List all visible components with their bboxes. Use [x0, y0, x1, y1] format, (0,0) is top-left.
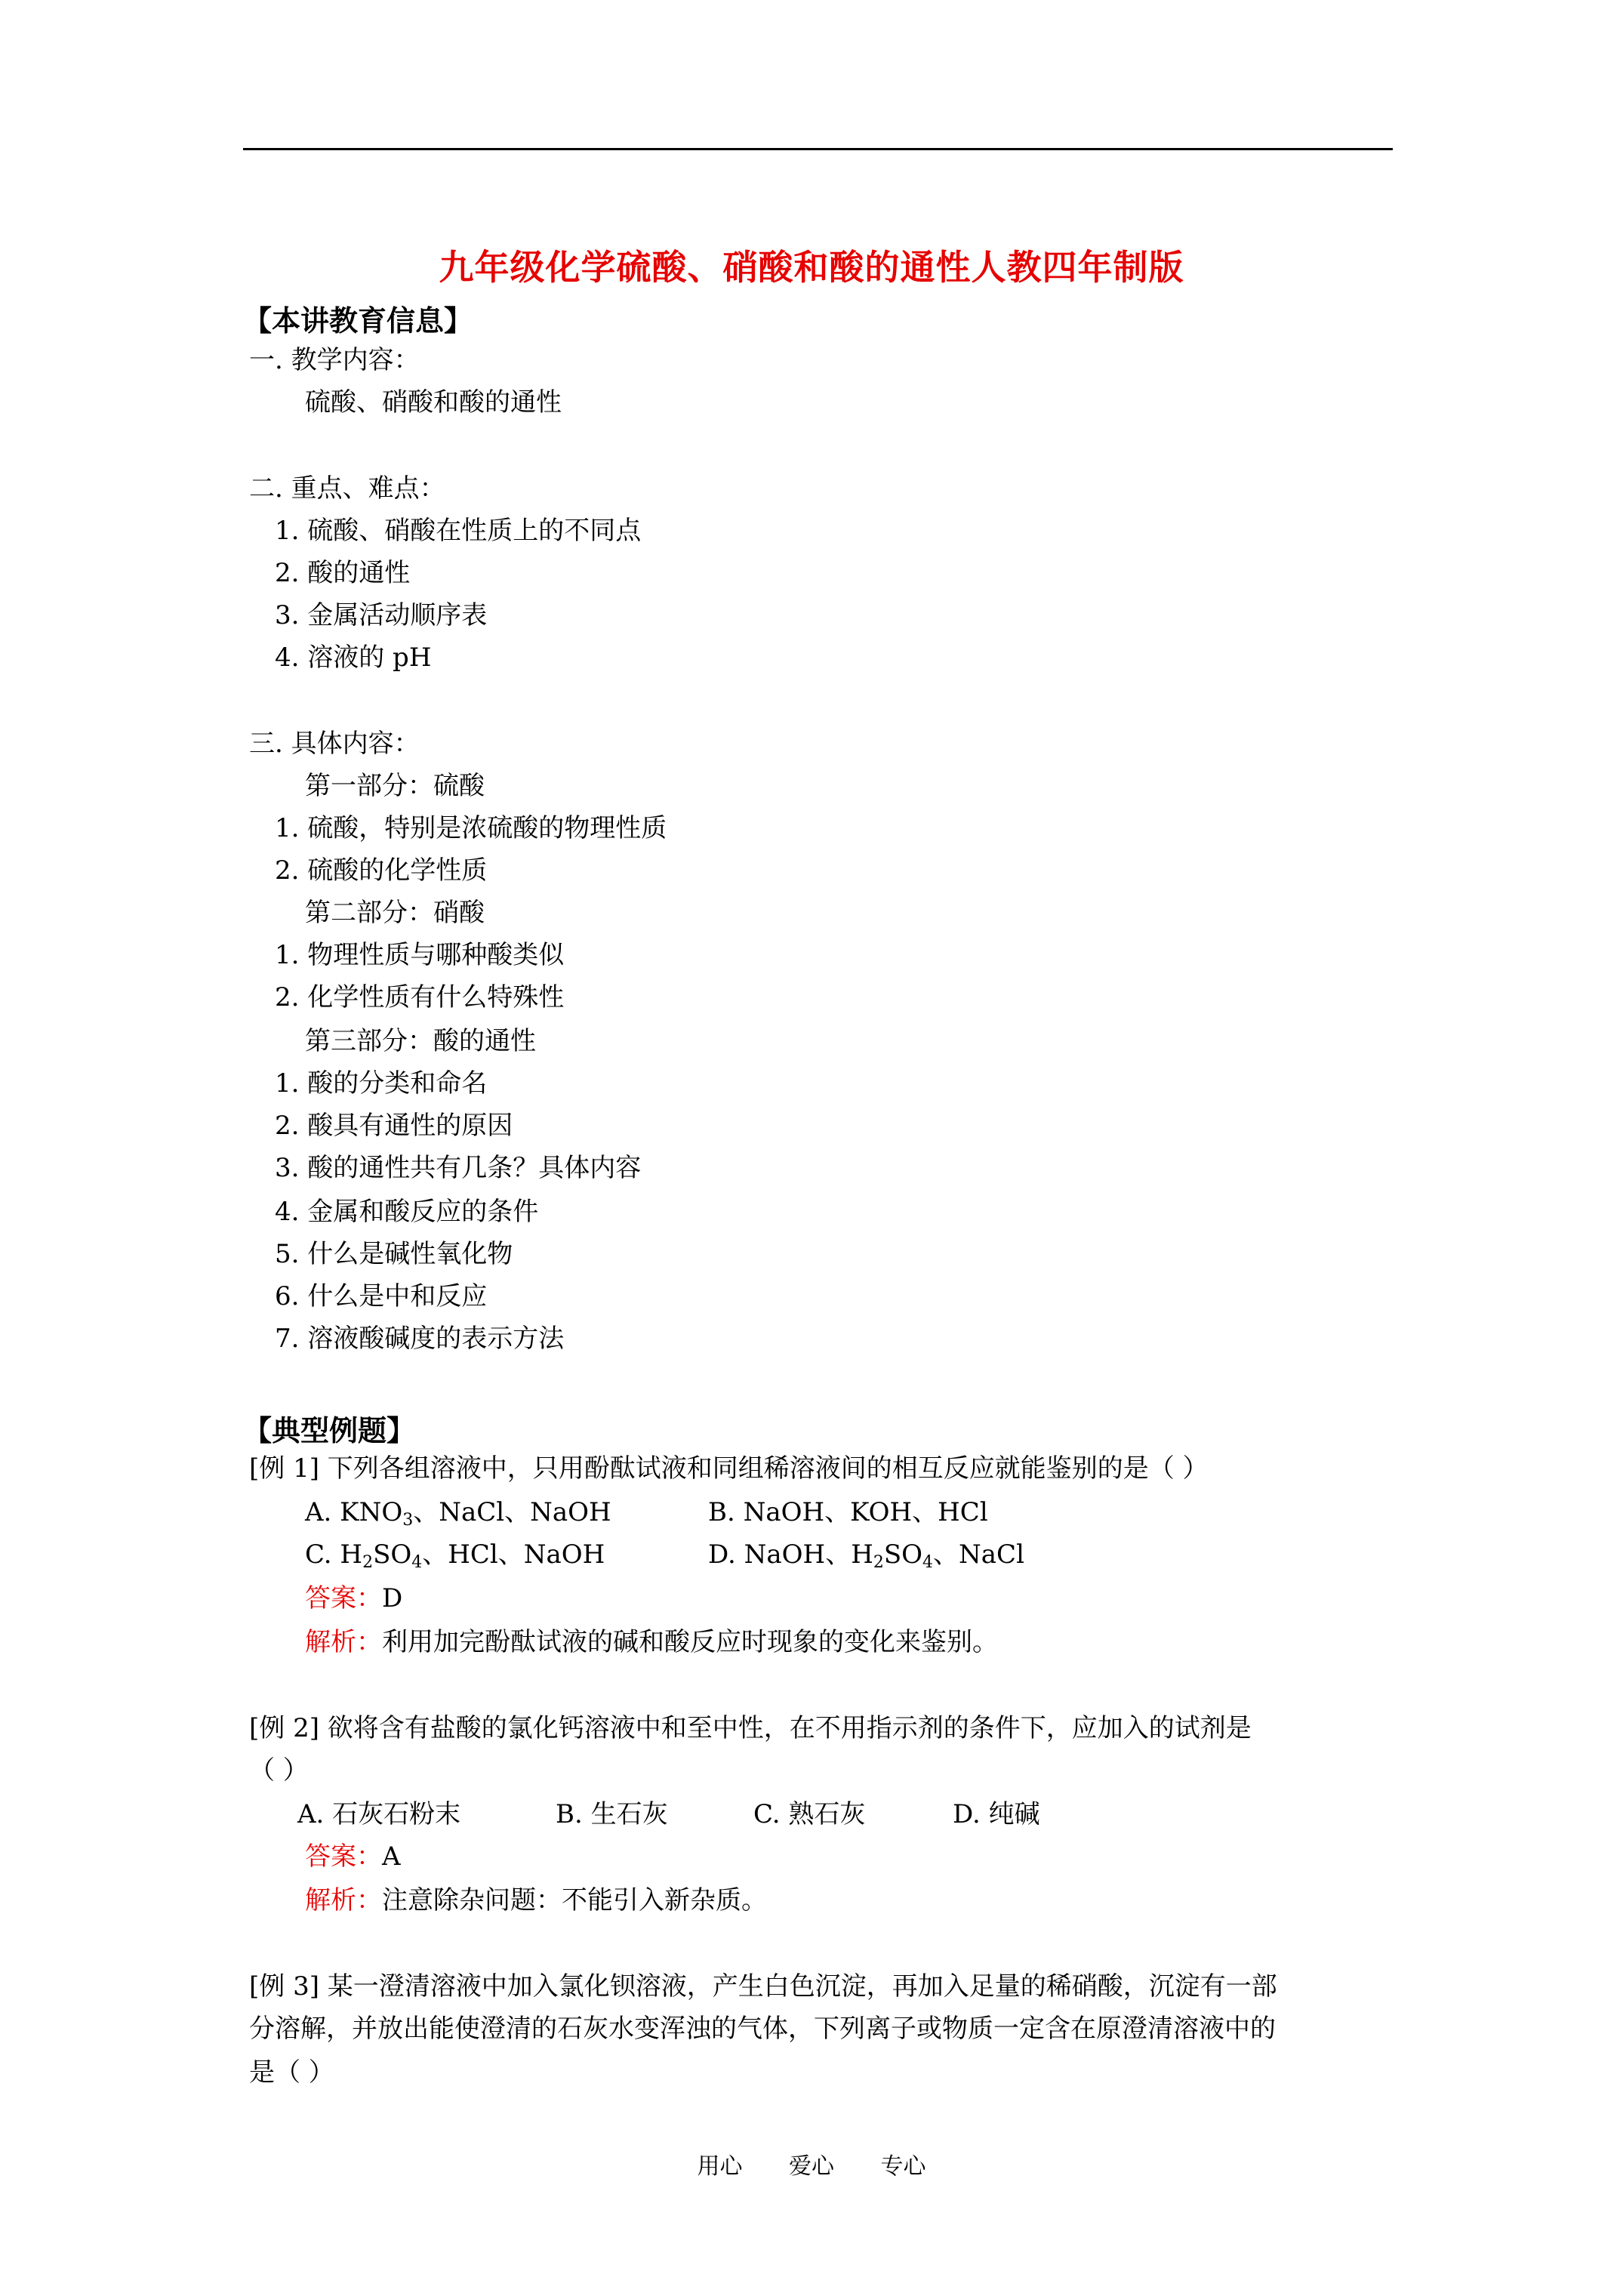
example-2-option-d: D. 纯碱: [953, 1799, 1040, 1829]
part-item: 4. 金属和酸反应的条件: [275, 1197, 539, 1227]
answer-label: 答案：: [305, 1583, 382, 1613]
analysis-label: 解析：: [305, 1885, 382, 1915]
key-points-label: 二. 重点、难点：: [249, 473, 445, 504]
answer-value: A: [382, 1841, 401, 1872]
part-item: 2. 酸具有通性的原因: [275, 1111, 513, 1141]
example-2-analysis: [305, 1885, 767, 1915]
key-point-item: 1. 硫酸、硝酸在性质上的不同点: [275, 516, 642, 546]
example-1-option-a: A. $KNO_3$、NaCl、NaOH: [305, 1497, 611, 1530]
answer-label: 答案：: [305, 1841, 382, 1872]
example-2-question-cont: （ ）: [249, 1755, 309, 1786]
analysis-label: 解析：: [305, 1627, 382, 1657]
example-3-line-1: [例 3] 某一澄清溶液中加入氯化钡溶液，产生白色沉淀，再加入足量的稀硝酸，沉淀有一部: [249, 1971, 1277, 2002]
footer-text: 用心: [697, 2153, 743, 2180]
example-3-line-3: 是（ ）: [249, 2057, 334, 2088]
part-item: 7. 溶液酸碱度的表示方法: [275, 1324, 565, 1354]
answer-value: D: [382, 1583, 403, 1613]
analysis-text: 利用加完酚酞试液的碱和酸反应时现象的变化来鉴别。: [382, 1627, 998, 1657]
document-title: 九年级化学硫酸、硝酸和酸的通性人教四年制版: [439, 247, 1184, 288]
example-2-answer: [305, 1841, 401, 1872]
example-2-option-c: C. 熟石灰: [753, 1799, 866, 1829]
example-3-line-2: 分溶解，并放出能使澄清的石灰水变浑浊的气体，下列离子或物质一定含在原澄清溶液中的: [249, 2014, 1276, 2044]
section-heading-examples: 【典型例题】: [243, 1413, 416, 1447]
page-footer: [0, 2147, 1623, 2180]
part-item: 1. 物理性质与哪种酸类似: [275, 940, 565, 970]
part-item: 2. 硫酸的化学性质: [275, 855, 488, 886]
example-2-question: [例 2] 欲将含有盐酸的氯化钙溶液中和至中性，在不用指示剂的条件下，应加入的试剂是: [249, 1713, 1252, 1743]
part-item: 3. 酸的通性共有几条？具体内容: [275, 1153, 642, 1183]
example-1-analysis: [305, 1629, 998, 1655]
key-point-item: 4. 溶液的 pH: [275, 643, 432, 673]
key-point-item: 2. 酸的通性: [275, 558, 411, 588]
part-item: 2. 化学性质有什么特殊性: [275, 982, 565, 1012]
teaching-content-label: 一. 教学内容：: [249, 345, 420, 375]
header-rule: [243, 148, 1393, 150]
section-heading-info: 【本讲教育信息】: [243, 304, 473, 337]
teaching-content-text: 硫酸、硝酸和酸的通性: [305, 387, 562, 418]
example-2-option-b: B. 生石灰: [556, 1799, 668, 1829]
part-item: 1. 酸的分类和命名: [275, 1068, 488, 1099]
part-heading: 第三部分：酸的通性: [305, 1026, 536, 1056]
part-heading: 第一部分：硫酸: [305, 771, 485, 801]
example-1-option-b: B. NaOH、KOH、HCl: [708, 1497, 988, 1527]
example-1-option-c: C. $H_2SO_4$、HCl、NaOH: [305, 1539, 605, 1572]
analysis-text: 注意除杂问题：不能引入新杂质。: [382, 1885, 767, 1915]
key-point-item: 3. 金属活动顺序表: [275, 600, 488, 630]
part-heading: 第二部分：硝酸: [305, 898, 485, 928]
details-label: 三. 具体内容：: [249, 729, 420, 759]
example-1-answer: [305, 1583, 403, 1613]
footer-text: 爱心: [789, 2153, 834, 2180]
example-1-option-d: D. NaOH、$H_2SO_4$、NaCl: [708, 1539, 1024, 1572]
footer-text: 专心: [880, 2153, 926, 2180]
part-item: 5. 什么是碱性氧化物: [275, 1239, 513, 1269]
part-item: 6. 什么是中和反应: [275, 1281, 488, 1311]
example-2-option-a: A. 石灰石粉末: [297, 1799, 461, 1829]
example-1-question: [例 1] 下列各组溶液中，只用酚酞试液和同组稀溶液间的相互反应就能鉴别的是（ ）: [249, 1453, 1209, 1484]
part-item: 1. 硫酸，特别是浓硫酸的物理性质: [275, 813, 667, 843]
